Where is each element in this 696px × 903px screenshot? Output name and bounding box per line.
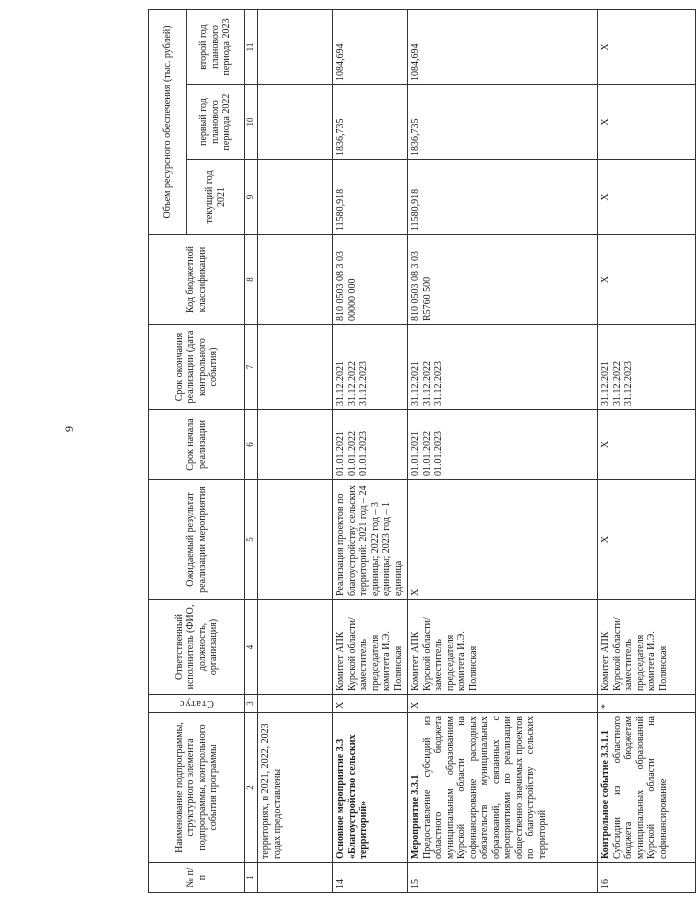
cell-y2021: 11580,918: [333, 160, 408, 235]
cell-start: 01.01.2021 01.01.2022 01.01.2023: [333, 410, 408, 480]
col-number: 9: [245, 160, 258, 235]
cell-name-bold: Основное мероприятие 3.3 «Благоустройство сельских территорий»: [335, 734, 369, 859]
header-status-text: Статус: [179, 698, 214, 709]
cell-status: Х: [333, 695, 408, 713]
cell-y2022: Х: [598, 85, 696, 160]
cell-executor: [258, 600, 333, 695]
header-name: Наименование подпрограммы, структурного элемента подпрограммы, контрольного события программы: [149, 713, 245, 863]
cell-name: [333, 713, 408, 863]
cell-status: [258, 695, 333, 713]
cell-end: 31.12.2021 31.12.2022 31.12.2023: [598, 325, 696, 410]
cell-name-bold: Мероприятие 3.3.1: [410, 774, 421, 859]
header-end: Срок окончания реализации (дата контрольного события): [149, 325, 245, 410]
table-row: [598, 9, 696, 892]
cell-status: Х: [408, 695, 598, 713]
cell-kbk: Х: [598, 235, 696, 325]
cell-result: Реализация проектов по благоустройству сельских территорий: 2021 год – 24 единицы; 2022 год – 3 единицы; 2023 год – 1 единица: [333, 480, 408, 600]
cell-kbk: [258, 235, 333, 325]
col-number: 2: [245, 713, 258, 863]
col-number: 8: [245, 235, 258, 325]
cell-result: Х: [598, 480, 696, 600]
col-number: 1: [245, 863, 258, 893]
header-row: [149, 9, 187, 892]
cell-name-bold: Контрольное событие 3.3.1.1: [600, 730, 611, 859]
header-y2021: текущий год 2021: [187, 160, 245, 235]
cell-y2023: 1084,694: [408, 9, 598, 84]
cell-name: территориях, в 2021, 2022, 2023 годах предоставлены: [258, 713, 333, 863]
cell-y2022: [258, 85, 333, 160]
cell-end: 31.12.2021 31.12.2022 31.12.2023: [408, 325, 598, 410]
cell-num: 16: [598, 863, 696, 893]
col-number: 6: [245, 410, 258, 480]
cell-result: [258, 480, 333, 600]
header-executor: Ответственный исполнитель (ФИО, должность, организация): [149, 600, 245, 695]
cell-y2021: 11580,918: [408, 160, 598, 235]
cell-name-text: Субсидии из областного бюджета бюджетам муниципальных образований Курской области на софинансирование: [611, 716, 669, 859]
header-resource-group: Объем ресурсного обеспечения (тыс. рублей): [149, 9, 187, 234]
header-num: № п/п: [149, 863, 245, 893]
cell-num: [258, 863, 333, 893]
cell-executor: Комитет АПК Курской области/заместитель председателя комитета И.Э. Полянская: [598, 600, 696, 695]
cell-status: *: [598, 695, 696, 713]
header-kbk: Код бюджетной классификации: [149, 235, 245, 325]
rotated-table-wrapper: [148, 10, 669, 893]
cell-start: Х: [598, 410, 696, 480]
cell-start: 01.01.2021 01.01.2022 01.01.2023: [408, 410, 598, 480]
resource-table: [148, 9, 696, 893]
cell-executor: Комитет АПК Курской области/заместитель председателя комитета И.Э. Полянская: [333, 600, 408, 695]
col-number: 5: [245, 480, 258, 600]
col-number: 7: [245, 325, 258, 410]
col-number: 11: [245, 9, 258, 84]
cell-y2021: [258, 160, 333, 235]
page-number: 9: [62, 426, 76, 432]
cell-y2023: 1084,694: [333, 9, 408, 84]
col-number: 4: [245, 600, 258, 695]
cell-y2022: 1836,735: [333, 85, 408, 160]
cell-start: [258, 410, 333, 480]
table-row: [333, 9, 408, 892]
cell-y2023: [258, 9, 333, 84]
cell-executor: Комитет АПК Курской области/заместитель председателя комитета И.Э. Полянская: [408, 600, 598, 695]
cell-name: [408, 713, 598, 863]
cell-end: 31.12.2021 31.12.2022 31.12.2023: [333, 325, 408, 410]
cell-end: [258, 325, 333, 410]
header-y2022: первый год планового периода 2022: [187, 85, 245, 160]
cell-result: Х: [408, 480, 598, 600]
cell-num: 15: [408, 863, 598, 893]
header-status: [149, 695, 245, 713]
cell-y2022: 1836,735: [408, 85, 598, 160]
header-start: Срок начала реализации: [149, 410, 245, 480]
cell-name-text: Предоставление субсидий из областного бюджета муниципальным образованиям Курской области на софинансирование расходных обязательств муниципальных образований, связанных с мероприятиями по реализации общественно значимых проектов по благоустройству сельских территорий: [421, 716, 548, 859]
header-y2023: второй год планового периода 2023: [187, 9, 245, 84]
cell-y2021: Х: [598, 160, 696, 235]
col-number: 3: [245, 695, 258, 713]
table-row: [258, 9, 333, 892]
table-row: [408, 9, 598, 892]
cell-y2023: Х: [598, 9, 696, 84]
cell-name: [598, 713, 696, 863]
header-result: Ожидаемый результат реализации мероприятия: [149, 480, 245, 600]
column-numbers-row: [245, 9, 258, 892]
cell-kbk: 810 0503 08 3 03 00000 000: [333, 235, 408, 325]
cell-kbk: 810 0503 08 3 03 R5760 500: [408, 235, 598, 325]
cell-num: 14: [333, 863, 408, 893]
col-number: 10: [245, 85, 258, 160]
